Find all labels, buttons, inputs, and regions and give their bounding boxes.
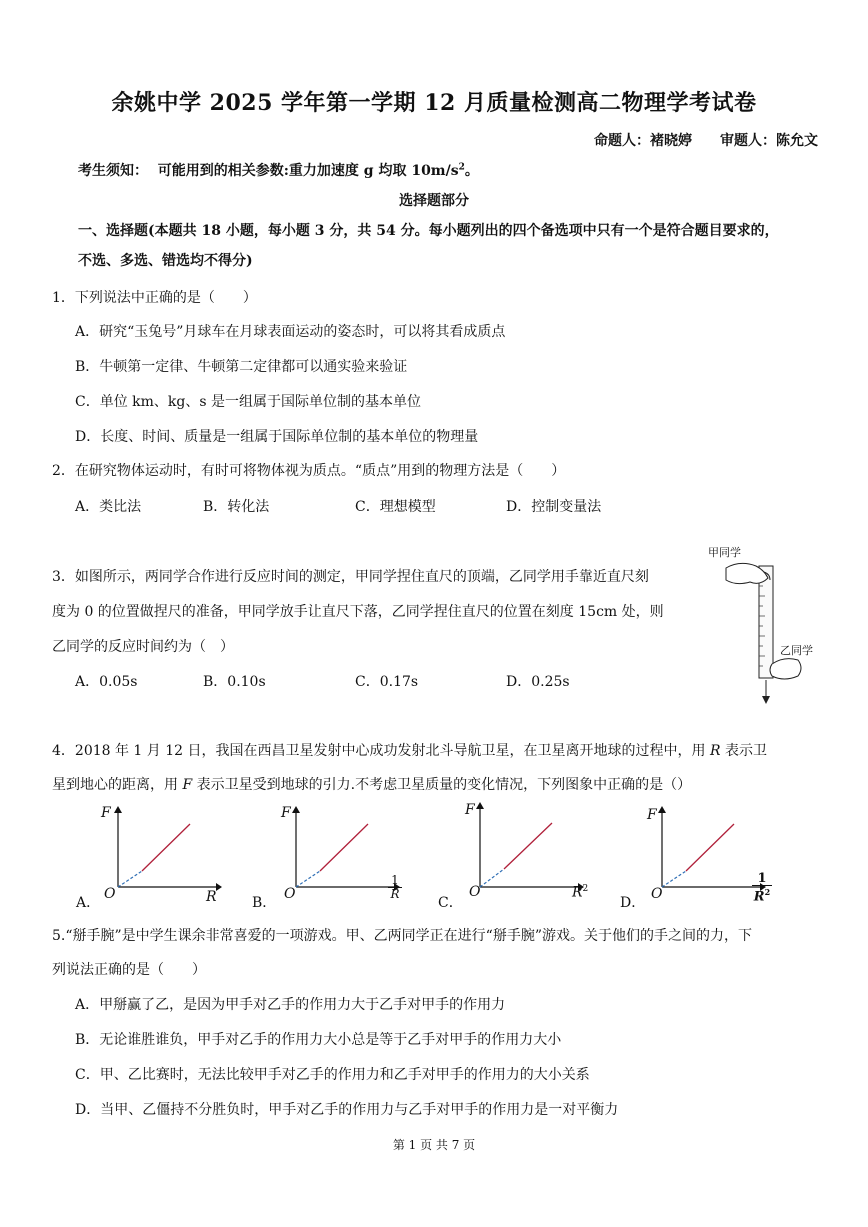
q2-option-d: D．控制变量法 — [506, 499, 602, 515]
instructions-line1: 一、选择题(本题共 18 小题，每小题 3 分，共 54 分。每小题列出的四个备选项中只有一个是符合题目要求的， — [78, 223, 779, 239]
fig-label-jia: 甲同学 — [708, 546, 741, 559]
notice — [78, 160, 479, 180]
q5-option-a: A．甲掰赢了乙，是因为甲手对乙手的作用力大于乙手对甲手的作用力 — [75, 997, 506, 1013]
ruler-figure — [712, 556, 832, 712]
graph-b-letter: B． — [252, 895, 277, 911]
authors — [566, 130, 818, 150]
section-title: 选择题部分 — [399, 193, 469, 209]
q5-line1: 5.“掰手腕”是中学生课余非常喜爱的一项游戏。甲、乙两同学正在进行“掰手腕”游戏。关于他们的手之间的力，下 — [52, 928, 752, 944]
q3-line1: 3．如图所示，两同学合作进行反应时间的测定，甲同学捏住直尺的顶端，乙同学用手靠近直尺刻 — [52, 569, 649, 585]
q5-option-b: B．无论谁胜谁负，甲手对乙手的作用力大小总是等于乙手对甲手的作用力大小 — [75, 1032, 562, 1048]
q4-line2: 星到地心的距离，用 F 表示卫星受到地球的引力.不考虑卫星质量的变化情况，下列图象中正确的是（） — [52, 777, 692, 793]
graph-c-xlabel: $R^2$ — [572, 884, 589, 901]
notice-end: 。 — [464, 163, 479, 179]
graph-d-ylabel: F — [647, 807, 657, 823]
q3-option-a: A．0.05s — [75, 674, 138, 690]
graph-c-origin: O — [469, 884, 481, 900]
page-title: 余姚中学 2025 学年第一学期 12 月质量检测高二物理学考试卷 — [111, 90, 757, 116]
q3-option-c: C．0.17s — [355, 674, 419, 690]
dashed-segment — [118, 871, 142, 887]
graph-d-letter: D． — [620, 895, 646, 911]
page-footer: 第 1 页 共 7 页 — [392, 1138, 476, 1152]
q1-option-b: B．牛顿第一定律、牛顿第二定律都可以通实验来验证 — [75, 359, 408, 375]
graph-b-xlabel: 1 R — [388, 874, 402, 901]
graph-c-letter: C． — [438, 895, 463, 911]
fig-label-yi: 乙同学 — [780, 644, 813, 657]
q1-option-a: A．研究“玉兔号”月球车在月球表面运动的姿态时，可以将其看成质点 — [75, 324, 506, 340]
q2-option-a: A．类比法 — [75, 499, 142, 515]
instructions-line2: 不选、多选、错选均不得分) — [78, 253, 253, 269]
q3-line2: 度为 0 的位置做捏尺的准备，甲同学放手让直尺下落，乙同学捏住直尺的位置在刻度 15cm 处，则 — [52, 604, 664, 620]
graph-a-ylabel: F — [101, 805, 111, 821]
graph-a-letter: A． — [76, 895, 101, 911]
curve-line — [142, 824, 190, 871]
q2-stem: 2．在研究物体运动时，有时可将物体视为质点。“质点”用到的物理方法是（ ） — [52, 463, 566, 479]
graph-b-ylabel: F — [281, 805, 291, 821]
q3-option-d: D．0.25s — [506, 674, 570, 690]
hand-bottom — [770, 659, 801, 679]
graph-d-xlabel: 1 $R^2$ — [753, 871, 771, 905]
q5-option-c: C．甲、乙比赛时，无法比较甲手对乙手的作用力和乙手对甲手的作用力的大小关系 — [75, 1067, 590, 1083]
q1-stem: 1．下列说法中正确的是（ ） — [52, 290, 257, 306]
q1-option-c: C．单位 km、kg、s 是一组属于国际单位制的基本单位 — [75, 394, 421, 410]
q1-option-d: D．长度、时间、质量是一组属于国际单位制的基本单位的物理量 — [75, 429, 479, 445]
graph-a-origin: O — [104, 886, 116, 902]
notice-sup: 2 — [458, 162, 465, 173]
q3-option-b: B．0.10s — [203, 674, 266, 690]
q2-option-b: B．转化法 — [203, 499, 270, 515]
reviewer: 审题人：陈允文 — [720, 133, 818, 149]
graph-b-origin: O — [284, 886, 296, 902]
setter: 命题人：褚晓婷 — [594, 133, 692, 149]
q2-option-c: C．理想模型 — [355, 499, 436, 515]
q4-line1: 4．2018 年 1 月 12 日，我国在西昌卫星发射中心成功发射北斗导航卫星，在卫星离开地球的过程中，用 R 表示卫 — [52, 743, 767, 759]
graph-c-ylabel: F — [465, 802, 475, 818]
notice-text: 可能用到的相关参数:重力加速度 g 均取 10m/s — [157, 163, 459, 179]
graph-d-origin: O — [651, 886, 663, 902]
q5-option-d: D．当甲、乙僵持不分胜负时，甲手对乙手的作用力与乙手对甲手的作用力是一对平衡力 — [75, 1102, 619, 1118]
graph-a-xlabel: R — [206, 889, 217, 905]
q3-line3: 乙同学的反应时间约为（ ） — [52, 639, 234, 655]
q5-line2: 列说法正确的是（ ） — [52, 962, 206, 978]
notice-label: 考生须知： — [78, 163, 148, 179]
